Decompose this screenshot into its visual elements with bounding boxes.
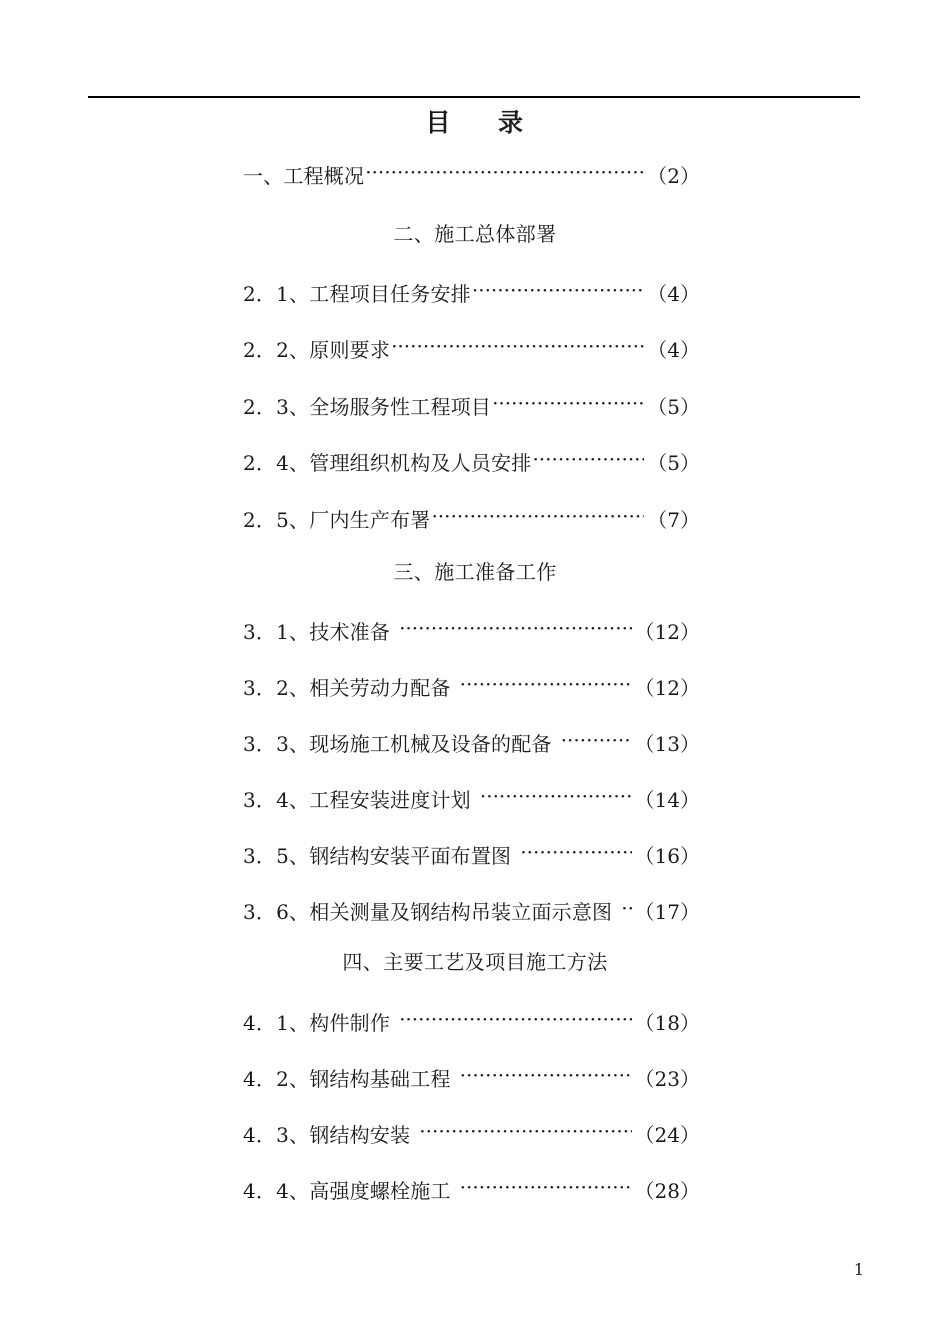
toc-entry[interactable] xyxy=(243,507,700,535)
toc-dot-leader xyxy=(419,1122,631,1142)
toc-entry-page-number: （14） xyxy=(634,788,700,812)
footer-page-number: 1 xyxy=(853,1260,864,1279)
toc-entry-label: 4．1、构件制作 xyxy=(243,1011,391,1035)
toc-dot-leader xyxy=(391,337,644,357)
toc-dot-leader xyxy=(365,163,644,183)
toc-entry[interactable] xyxy=(243,394,700,422)
toc-entry-page-number: （5） xyxy=(647,395,700,419)
toc-dot-leader xyxy=(431,507,644,527)
toc-entry[interactable] xyxy=(243,1010,700,1038)
toc-entry-page-number: （2） xyxy=(647,164,700,188)
toc-dot-leader xyxy=(399,619,631,639)
toc-entry[interactable] xyxy=(243,899,700,927)
header-rule xyxy=(88,96,860,98)
toc-entry[interactable] xyxy=(243,450,700,478)
toc-entry[interactable] xyxy=(243,731,700,759)
title-char-lu: 录 xyxy=(498,108,525,137)
toc-entry-label: 4．3、钢结构安装 xyxy=(243,1123,411,1147)
toc-entry-label: 2．3、全场服务性工程项目 xyxy=(243,395,492,419)
toc-entry-page-number: （24） xyxy=(634,1123,700,1147)
toc-entry[interactable] xyxy=(243,281,700,309)
toc-entry-page-number: （18） xyxy=(634,1011,700,1035)
toc-entry[interactable] xyxy=(243,619,700,647)
toc-entry-page-number: （28） xyxy=(634,1179,700,1203)
toc-entry[interactable] xyxy=(243,1178,700,1206)
toc-entry-label: 一、工程概况 xyxy=(243,164,365,188)
toc-entry[interactable] xyxy=(243,843,700,871)
toc-entry[interactable] xyxy=(243,1066,700,1094)
toc-entry-label: 2．5、厂内生产布署 xyxy=(243,508,431,532)
toc-entry-label: 2．4、管理组织机构及人员安排 xyxy=(243,451,532,475)
toc-dot-leader xyxy=(492,394,644,414)
toc-dot-leader xyxy=(460,1178,632,1198)
toc-entry-label: 3．4、工程安装进度计划 xyxy=(243,788,471,812)
toc-entry[interactable] xyxy=(243,1122,700,1150)
toc-entry-label: 3．6、相关测量及钢结构吊装立面示意图 xyxy=(243,900,613,924)
toc-dot-leader xyxy=(460,675,632,695)
toc-entry-page-number: （5） xyxy=(647,451,700,475)
toc-dot-leader xyxy=(480,787,632,807)
toc-entry[interactable] xyxy=(243,675,700,703)
toc-dot-leader xyxy=(520,843,631,863)
toc-entry-label: 2．1、工程项目任务安排 xyxy=(243,282,471,306)
title-char-mu: 目 xyxy=(425,108,452,137)
toc-entry-page-number: （13） xyxy=(634,732,700,756)
toc-entry-page-number: （4） xyxy=(647,282,700,306)
toc-entry[interactable] xyxy=(243,337,700,365)
toc-entry-page-number: （16） xyxy=(634,844,700,868)
toc-entry-label: 3．5、钢结构安装平面布置图 xyxy=(243,844,512,868)
chapter-heading: 二、施工总体部署 xyxy=(393,222,557,246)
toc-dot-leader xyxy=(472,281,644,301)
toc-dot-leader xyxy=(399,1010,631,1030)
toc-dot-leader xyxy=(532,450,644,470)
toc-entry-label: 4．2、钢结构基础工程 xyxy=(243,1067,451,1091)
toc-entry-page-number: （12） xyxy=(634,676,700,700)
toc-entry-label: 2．2、原则要求 xyxy=(243,338,391,362)
toc-entry-label: 3．2、相关劳动力配备 xyxy=(243,676,451,700)
toc-entry-page-number: （17） xyxy=(634,900,700,924)
chapter-heading: 四、主要工艺及项目施工方法 xyxy=(342,950,608,974)
chapter-heading: 三、施工准备工作 xyxy=(393,560,557,584)
toc-entry-page-number: （4） xyxy=(647,338,700,362)
page-title xyxy=(0,110,950,135)
toc-entry-page-number: （12） xyxy=(634,620,700,644)
toc-entry-label: 3．3、现场施工机械及设备的配备 xyxy=(243,732,552,756)
toc-dot-leader xyxy=(621,899,631,919)
toc-entry-label: 3．1、技术准备 xyxy=(243,620,391,644)
toc-entry-page-number: （7） xyxy=(647,508,700,532)
toc-dot-leader xyxy=(460,1066,632,1086)
toc-entry[interactable] xyxy=(243,163,700,191)
toc-entry-label: 4．4、高强度螺栓施工 xyxy=(243,1179,451,1203)
toc-dot-leader xyxy=(561,731,632,751)
toc-entry-page-number: （23） xyxy=(634,1067,700,1091)
toc-entry[interactable] xyxy=(243,787,700,815)
